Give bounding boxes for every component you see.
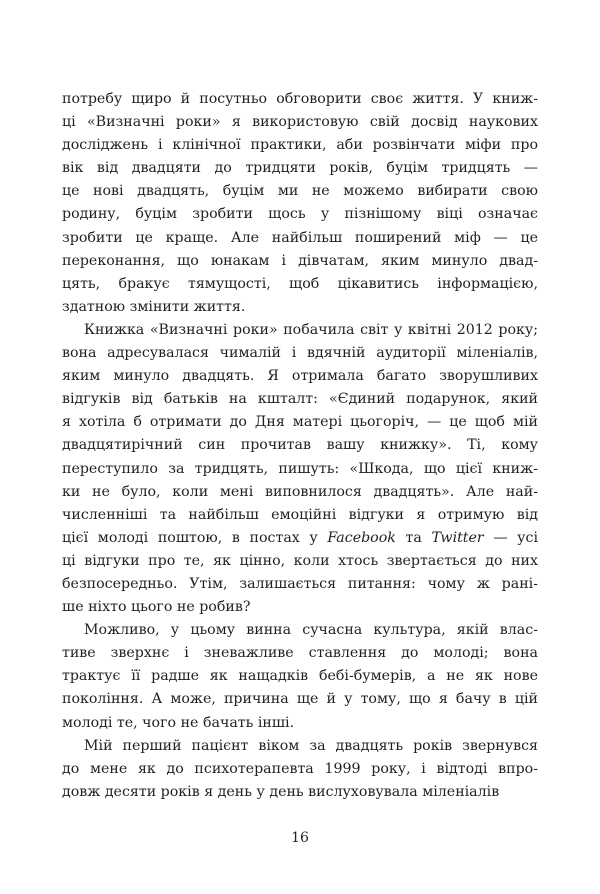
text-line: я хотіла б отримати до Дня матері цьогоріч, — це щоб мій [62,414,538,431]
text-line: двадцятирічний син прочитав вашу книжку». Ті, кому [62,437,538,454]
text-line: безпосередньо. Утім, залишається питання: чому ж рані- [62,575,538,592]
text-line: ці «Визначні роки» я використовую свій досвід наукових [62,114,538,131]
page-number: 16 [291,830,309,846]
text-line: трактує її радше як нащадків бебі-бумерів, а не як нове [62,668,538,685]
text-line: досліджень і клінічної практики, аби розвінчати міфи про [62,137,538,154]
text-line: переступило за тридцять, пишуть: «Шкода, що цієї книж- [62,460,538,477]
text-line: ки не було, коли мені виповнилося двадцять». Але най- [62,483,538,500]
text-line: вона адресувалася чималій і вдячній аудиторії міленіалів, [62,345,538,362]
text-line: вік від двадцяти до тридцяти років, буцім тридцять — [62,160,538,177]
italic-term: Twitter [431,529,484,546]
text-line: тиве зверхнє і зневажливе ставлення до молоді; вона [62,645,538,662]
paragraph [62,88,538,319]
text-segment: — усі [483,529,539,546]
paragraph [62,735,538,804]
text-line: здатною змінити життя. [62,298,246,315]
paragraph [62,319,538,619]
text-line: ше ніхто цього не робив? [62,599,251,616]
text-line: молоді те, чого не бачать інші. [62,714,295,731]
text-line: переконання, що юнакам і дівчатам, яким минуло двад- [62,252,538,269]
text-line: до мене як до психотерапевта 1999 року, і відтоді впро- [62,760,538,777]
text-line: Мій перший пацієнт віком за двадцять років звернувся [84,737,538,754]
paragraph [62,619,538,734]
text-line: Книжка «Визначні роки» побачила світ у квітні 2012 року; [84,321,538,338]
text-line: відгуків від батьків на кшталт: «Єдиний подарунок, який [62,391,538,408]
text-line: потребу щиро й посутньо обговорити своє життя. У книж- [62,91,538,107]
text-line [62,527,538,550]
text-line: зробити це краще. Але найбільш поширений міф — це [62,229,538,246]
text-line: яким минуло двадцять. Я отримала багато зворушливих [62,368,538,385]
text-line: родину, буцім зробити щось у пізнішому віці означає [62,206,538,223]
text-segment: та [395,529,432,546]
text-line: Можливо, у цьому винна сучасна культура, якій влас- [84,622,538,639]
italic-term: Facebook [327,529,396,546]
book-page-body [62,88,538,804]
text-line: довж десяти років я день у день вислуховувала міленіалів [62,783,500,800]
text-line: цять, бракує тямущості, щоб цікавитись інформацією, [62,275,538,292]
text-line: це нові двадцять, буцім ми не можемо вибирати свою [62,183,538,200]
text-segment: цієї молоді поштою, в постах у [62,529,328,546]
text-line: ці відгуки про те, як цінно, коли хтось звертається до них [62,552,538,569]
text-line: численніші та найбільш емоційні відгуки я отримую від [62,506,538,523]
text-line: покоління. А може, причина ще й у тому, що я бачу в цій [62,691,538,708]
